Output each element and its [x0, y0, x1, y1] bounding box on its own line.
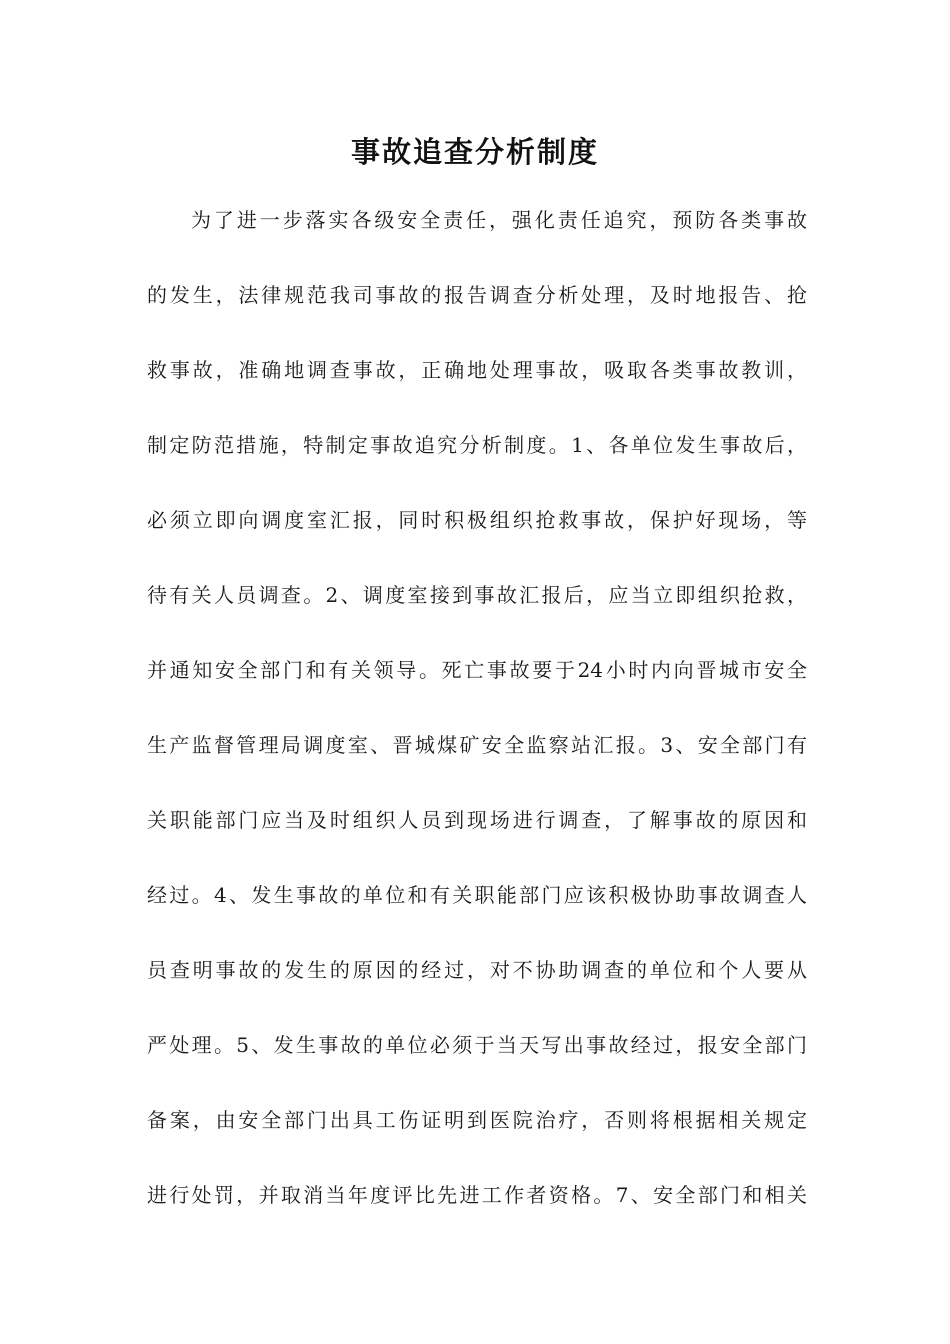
document-title: 事故追查分析制度: [350, 135, 599, 169]
paragraph-line: 的发生，法律规范我司事故的报告调查分析处理，及时地报告、抢: [147, 283, 807, 307]
paragraph-line: 并通知安全部门和有关领导。死亡事故要于24小时内向晋城市安全: [147, 658, 807, 682]
paragraph-line: 为了进一步落实各级安全责任，强化责任追究，预防各类事故: [191, 208, 807, 232]
document-body: [147, 192, 807, 1242]
paragraph-line: 进行处罚，并取消当年度评比先进工作者资格。7、安全部门和相关: [147, 1183, 807, 1207]
paragraph-line: 严处理。5、发生事故的单位必须于当天写出事故经过，报安全部门: [147, 1033, 807, 1057]
paragraph-line: 关职能部门应当及时组织人员到现场进行调查，了解事故的原因和: [147, 808, 807, 832]
paragraph-line: 员查明事故的发生的原因的经过，对不协助调查的单位和个人要从: [147, 958, 807, 982]
paragraph-line: 经过。4、发生事故的单位和有关职能部门应该积极协助事故调查人: [147, 883, 807, 907]
paragraph-line: 备案，由安全部门出具工伤证明到医院治疗，否则将根据相关规定: [147, 1108, 807, 1132]
paragraph-line: 必须立即向调度室汇报，同时积极组织抢救事故，保护好现场，等: [147, 508, 807, 532]
paragraph-line: 救事故，准确地调查事故，正确地处理事故，吸取各类事故教训，: [147, 358, 807, 382]
paragraph-line: 制定防范措施，特制定事故追究分析制度。1、各单位发生事故后，: [147, 433, 807, 457]
paragraph-line: 生产监督管理局调度室、晋城煤矿安全监察站汇报。3、安全部门有: [147, 733, 807, 757]
paragraph-line: 待有关人员调查。2、调度室接到事故汇报后，应当立即组织抢救，: [147, 583, 807, 607]
